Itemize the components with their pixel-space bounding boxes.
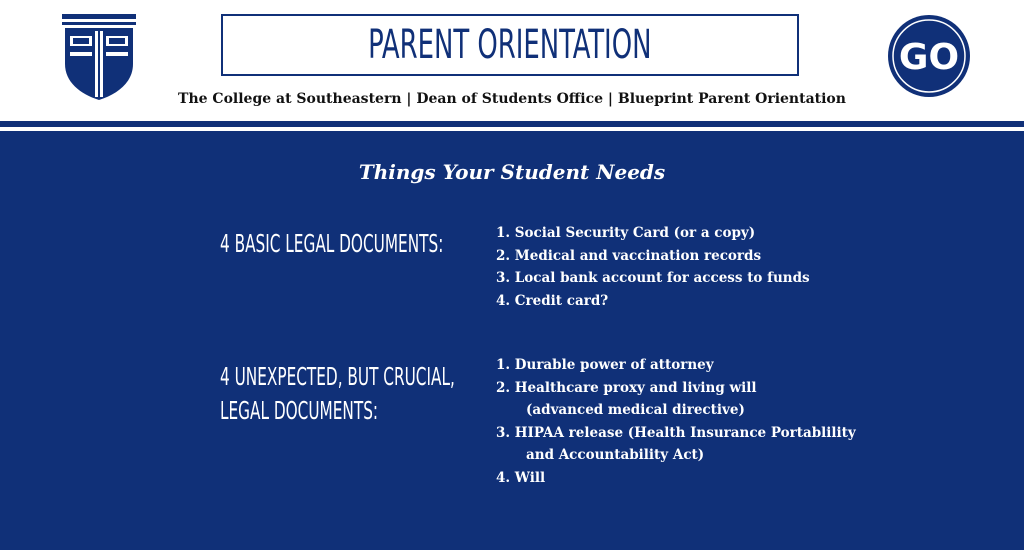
category-line: 4 UNEXPECTED, BUT CRUCIAL, [220,362,455,391]
list-item: 3. HIPAA release (Health Insurance Portablility [496,424,856,441]
go-badge [888,15,970,97]
category-line: LEGAL DOCUMENTS: [220,396,379,425]
basic-documents-list [496,222,810,312]
list-item: 4. Will [496,469,546,486]
list-item: 2. Medical and vaccination records [496,247,762,264]
list-item: 1. Durable power of attorney [496,357,714,373]
list-item: 4. Credit card? [496,292,609,309]
category-crucial-legal-documents [220,360,455,428]
title-box [221,14,799,76]
college-shield-logo-icon [62,14,136,100]
list-item: 2. Healthcare proxy and living will [496,379,757,396]
list-item-continuation: and Accountability Act) [526,447,705,463]
category-basic-legal-documents [220,227,443,261]
crucial-documents-list [496,354,856,489]
header-subtitle: The College at Southeastern | Dean of Students Office | Blueprint Parent Orientation [178,91,846,107]
section-heading: Things Your Student Needs [358,160,666,184]
header [0,0,1024,122]
category-line: 4 BASIC LEGAL DOCUMENTS: [220,229,444,258]
go-badge-label: GO [898,37,960,78]
page-title: PARENT ORIENTATION [368,22,652,68]
list-item: 1. Social Security Card (or a copy) [496,225,756,241]
list-item-continuation: (advanced medical directive) [526,402,745,418]
list-item: 3. Local bank account for access to funds [496,270,810,286]
